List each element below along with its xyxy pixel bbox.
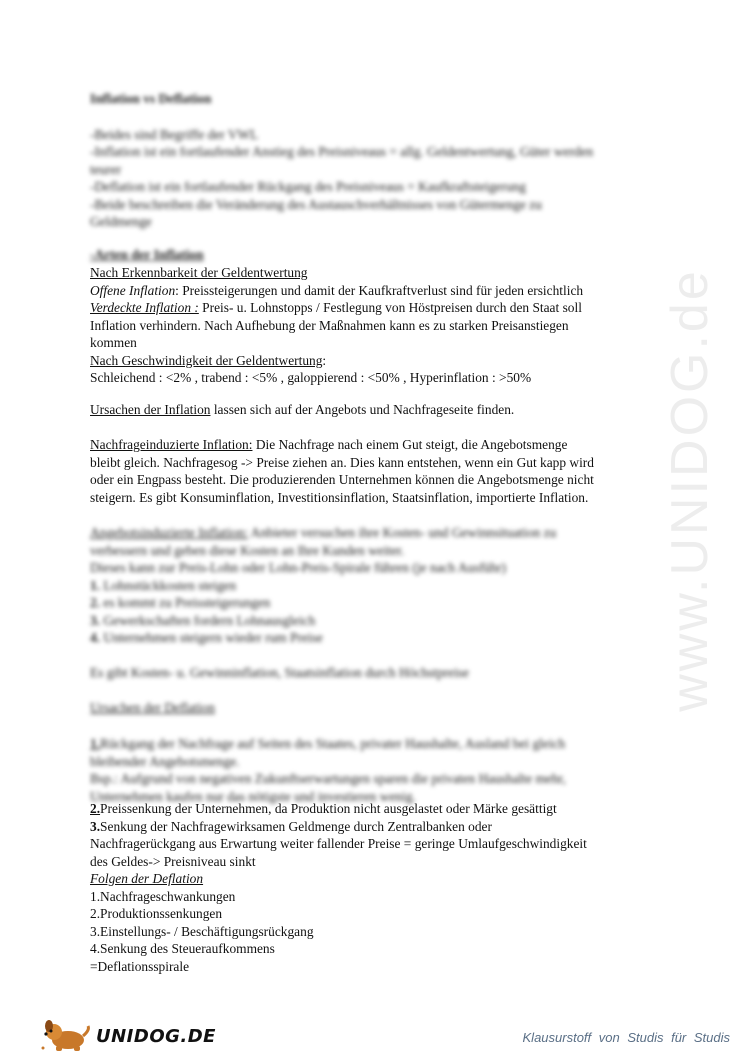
cause-number: 2. bbox=[90, 801, 101, 816]
offene-inflation-label: Offene Inflation bbox=[90, 282, 176, 298]
intro-line: -Beide beschreiben die Veränderung des Austauschverhältnisses von Gütermenge zu bbox=[90, 196, 542, 212]
verdeckte-inflation-label: Verdeckte Inflation : bbox=[90, 300, 199, 315]
list-item bbox=[90, 629, 665, 647]
list-item bbox=[90, 577, 665, 595]
text-line: steigern. Es gibt Konsuminflation, Investitionsinflation, Staatsinflation, importierte Inflation. bbox=[90, 489, 589, 505]
text-line: bleibender Angebotsmenge. bbox=[90, 753, 240, 769]
list-text: Lohnstückkosten steigen bbox=[100, 577, 237, 593]
blurred-intro bbox=[90, 90, 665, 231]
geschwindigkeit-colon: : bbox=[322, 352, 327, 368]
blurred-deflation-cause-1 bbox=[90, 735, 665, 805]
text-line: verbessern und geben diese Kosten an Ihre Kunden weiter. bbox=[90, 542, 405, 558]
intro-line: Geldmenge bbox=[90, 214, 152, 229]
dog-mascot-icon bbox=[40, 1020, 92, 1052]
blurred-summary bbox=[90, 664, 665, 682]
angebot-inflation-label: Angebotsinduzierte Inflation: bbox=[90, 525, 249, 540]
list-number: 4. bbox=[90, 630, 101, 645]
verdeckte-inflation-line bbox=[90, 299, 665, 317]
list-number: 1. bbox=[90, 577, 101, 593]
deflation-cause-2-line bbox=[90, 800, 665, 818]
intro-line: -Inflation ist ein fortlaufender Anstieg des Preisniveaus = allg. Geldentwertung, Güter werden bbox=[90, 144, 594, 159]
geschwindigkeit-heading: Nach Geschwindigkeit der Geldentwertung bbox=[90, 352, 323, 368]
list-text: es kommt zu Preissteigerungen bbox=[100, 595, 271, 610]
offene-inflation-line bbox=[90, 282, 665, 300]
text-line: Dieses kann zur Preis-Lohn oder Lohn-Preis-Spirale führen (je nach Ausführ) bbox=[90, 560, 507, 575]
text-line: des Geldes-> Preisniveau sinkt bbox=[90, 853, 256, 869]
text-line: bleibt gleich. Nachfragesog -> Preise ziehen an. Dies kann entstehen, wenn ein Gut kapp wird bbox=[90, 454, 594, 470]
cause-text: Rückgang der Nachfrage auf Seiten des Staates, privater Haushalte, Ausland bei gleich bbox=[100, 736, 566, 751]
cause-text: Preissenkung der Unternehmen, da Produktion nicht ausgelastet oder Märke gesättigt bbox=[100, 801, 557, 816]
list-text: Gewerkschaften fordern Lohnausgleich bbox=[100, 612, 316, 628]
list-item bbox=[90, 612, 665, 630]
cause-text: Senkung der Nachfragewirksamen Geldmenge durch Zentralbanken oder bbox=[100, 818, 492, 834]
folgen-item: 2.Produktionssenkungen bbox=[90, 906, 223, 921]
logo-text: UNIDOG.DE bbox=[96, 1025, 216, 1047]
inflation-rates-line: Schleichend : <2% , trabend : <5% , galoppierend : <50% , Hyperinflation : >50% bbox=[90, 370, 532, 385]
unidog-logo[interactable] bbox=[40, 1020, 216, 1052]
intro-line: -Beides sind Begriffe der VWL bbox=[90, 126, 259, 142]
list-text: Unternehmen steigern wieder rum Preise bbox=[100, 630, 323, 645]
folgen-item: =Deflationsspirale bbox=[90, 958, 190, 974]
blurred-angebot-section bbox=[90, 524, 665, 647]
intro-line: -Deflation ist ein fortlaufender Rückgang des Preisniveaus = Kaufkraftsteigerung bbox=[90, 179, 526, 194]
angebot-line bbox=[90, 524, 665, 542]
angebot-inflation-text: Anbieter versuchen ihre Kosten- und Gewinnsituation zu bbox=[248, 525, 557, 540]
footer-tagline: Klausurstoff von Studis für Studis bbox=[522, 1030, 730, 1045]
blurred-deflation-heading bbox=[90, 699, 665, 717]
cause-number: 1. bbox=[90, 736, 101, 751]
ursachen-inflation-text: lassen sich auf der Angebots und Nachfrageseite finden. bbox=[210, 402, 515, 417]
folgen-item: 3.Einstellungs- / Beschäftigungsrückgang bbox=[90, 923, 314, 939]
document-title: Inflation vs Deflation bbox=[90, 91, 212, 106]
visible-inflation-section bbox=[90, 264, 665, 387]
ursachen-line bbox=[90, 401, 665, 419]
arten-heading: -Arten der Inflation bbox=[90, 247, 204, 262]
deflation-cause-1-line bbox=[90, 735, 665, 753]
offene-inflation-text: : Preissteigerungen und damit der Kaufkraftverlust sind für jeden ersichtlich bbox=[175, 282, 584, 298]
section-heading-arten bbox=[90, 246, 665, 264]
nachfrage-inflation-label: Nachfrageinduzierte Inflation: bbox=[90, 437, 253, 452]
list-number: 2. bbox=[90, 595, 101, 610]
erkennbarkeit-heading: Nach Erkennbarkeit der Geldentwertung bbox=[90, 265, 308, 280]
nachfrage-inflation-paragraph bbox=[90, 436, 665, 506]
folgen-item: 4.Senkung des Steueraufkommens bbox=[90, 941, 275, 956]
deflation-cause-3-line bbox=[90, 818, 665, 836]
watermark-text: www.UNIDOG.de bbox=[661, 268, 719, 712]
text-line: Bsp.: Aufgrund von negativen Zukunftserwartungen sparen die privaten Haushalte mehr, bbox=[90, 771, 566, 786]
intro-line: teurer bbox=[90, 161, 122, 177]
summary-line: Es gibt Kosten- u. Gewinninflation, Staatsinflation durch Höchstpreise bbox=[90, 665, 469, 680]
verdeckte-inflation-text: Preis- u. Lohnstopps / Festlegung von Höstpreisen durch den Staat soll bbox=[198, 300, 582, 315]
text-line: kommen bbox=[90, 335, 137, 350]
text-line: Nachfragerückgang aus Erwartung weiter fallender Preise = geringe Umlaufgeschwindigkeit bbox=[90, 836, 587, 851]
ursachen-inflation-paragraph bbox=[90, 401, 665, 419]
list-number: 3. bbox=[90, 612, 101, 628]
folgen-heading: Folgen der Deflation bbox=[90, 871, 204, 886]
text-line: Unternehmen kaufen nur das nötigste und investieren wenig. bbox=[90, 788, 416, 804]
text-line: Inflation verhindern. Nach Aufhebung der Maßnahmen kann es zu starken Preisanstiegen bbox=[90, 317, 569, 333]
geschwindigkeit-line bbox=[90, 352, 665, 370]
list-item bbox=[90, 594, 665, 612]
cause-number: 3. bbox=[90, 818, 101, 834]
ursachen-inflation-label: Ursachen der Inflation bbox=[90, 402, 211, 417]
visible-deflation-section bbox=[90, 800, 665, 975]
text-line: oder ein Engpass besteht. Die produzierenden Unternehmen können die Angebotsmenge nicht bbox=[90, 472, 594, 487]
nachfrage-inflation-text: Die Nachfrage nach einem Gut steigt, die Angebotsmenge bbox=[252, 437, 568, 452]
nachfrage-line bbox=[90, 436, 665, 454]
folgen-item: 1.Nachfrageschwankungen bbox=[90, 888, 236, 904]
ursachen-deflation-heading: Ursachen der Deflation bbox=[90, 700, 215, 715]
